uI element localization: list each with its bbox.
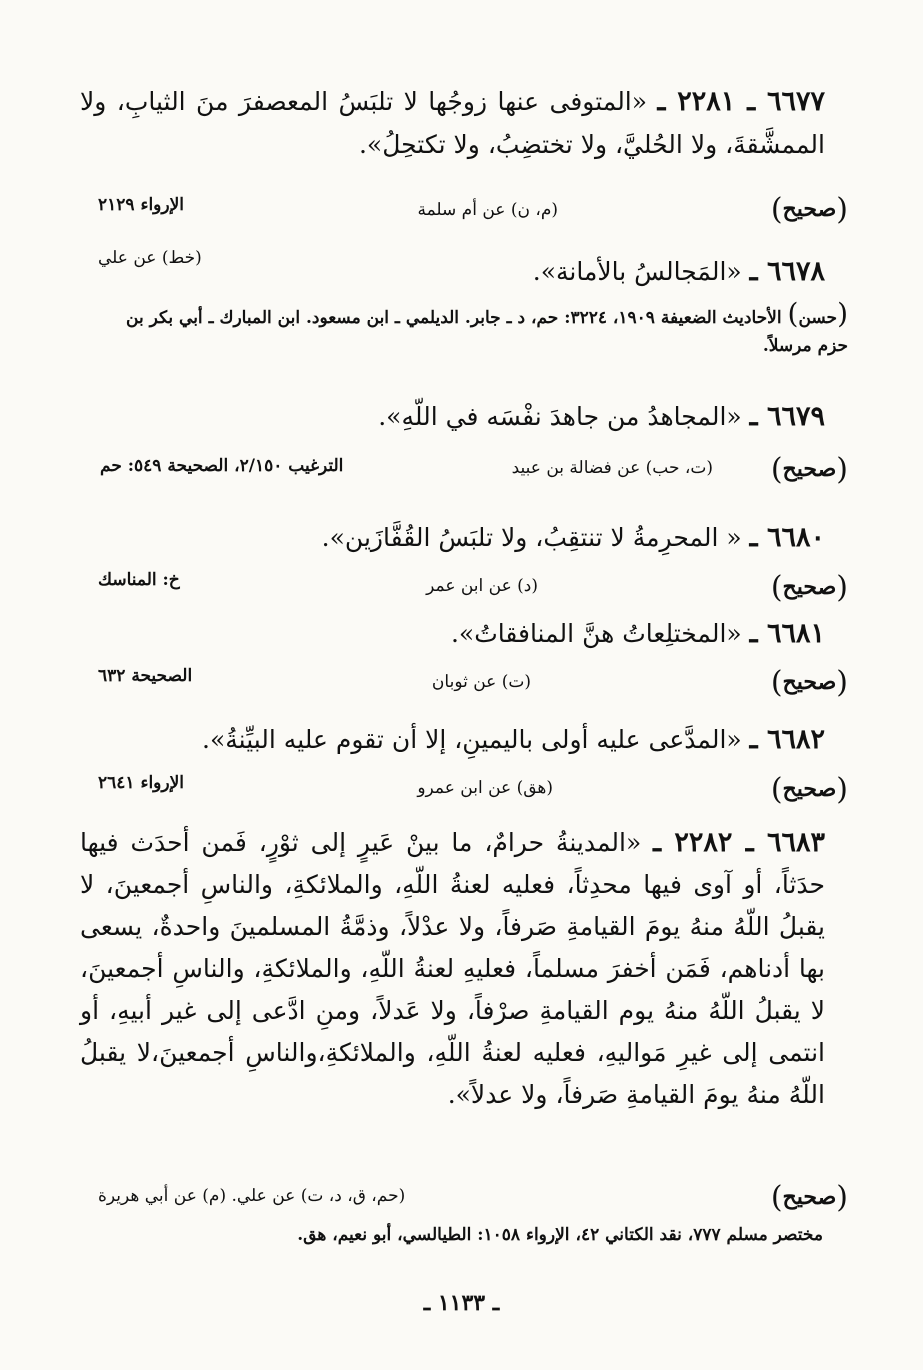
source-attribution: (حم، ق، د، ت) عن علي. (م) عن أبي هريرة <box>98 1186 406 1206</box>
hadith-body: «المتوفى عنها زوجُها لا تلبَسُ المعصفرَ منَ الثيابِ، ولا الممشَّقةَ، ولا الحُليَّ، ولا تختضِبُ، ولا تكتحِلُ». <box>80 87 825 159</box>
hadith-body: «المدَّعى عليه أولى باليمينِ، إلا أن تقوم عليه البيِّنةُ». <box>202 725 742 754</box>
hadith-body: «المَجالسُ بالأمانة». <box>532 257 742 286</box>
source-attribution: (د) عن ابن عمر <box>426 576 538 596</box>
grade-label: (صحيح) <box>770 452 848 487</box>
hadith-number: ٦٦٧٩ ـ <box>749 401 825 432</box>
source-attribution: (م، ن) عن أم سلمة <box>417 200 558 220</box>
hadith-number: ٦٦٨٠ ـ <box>749 522 825 553</box>
hadith-body: «المجاهدُ من جاهدَ نفْسَه في اللّهِ». <box>378 402 742 431</box>
hadith-number: ٦٦٨٢ ـ <box>749 724 825 755</box>
reference: الإرواء ٢١٢٩ <box>98 195 185 215</box>
grade-label: (صحيح) <box>770 665 848 700</box>
reference: الترغيب ٢/١٥٠، الصحيحة ٥٤٩: حم <box>100 456 344 476</box>
hadith-number: ٦٦٨٣ ـ ٢٢٨٢ ـ <box>653 827 825 858</box>
hadith-text-6683 <box>80 822 825 1116</box>
footnote-references: مختصر مسلم ٧٧٧، نقد الكتاني ٤٢، الإرواء ١٠٥٨: الطيالسي، أبو نعيم، هق. <box>297 1225 823 1245</box>
reference: خ: المناسك <box>98 570 180 590</box>
hadith-text-6682 <box>80 718 825 761</box>
hadith-number: ٦٦٧٧ ـ ٢٢٨١ ـ <box>657 86 825 117</box>
grade-label: (صحيح) <box>770 570 848 605</box>
source-attribution: (ت، حب) عن فضالة بن عبيد <box>511 458 713 478</box>
hadith-body: «المختلِعاتُ هنَّ المنافقاتُ». <box>450 619 742 648</box>
grade-label: حسن <box>798 308 838 328</box>
hadith-number: ٦٦٨١ ـ <box>749 618 825 649</box>
grade-label: (صحيح) <box>770 192 848 227</box>
hadith-number: ٦٦٧٨ ـ <box>749 256 825 287</box>
source-attribution: (هق) عن ابن عمرو <box>417 778 553 798</box>
reference-note: الأحاديث الضعيفة ١٩٠٩، ٣٢٢٤: حم، د ـ جابر. الديلمي ـ ابن مسعود. ابن المبارك ـ أبي بكر بن حزم مرسلاً. <box>126 308 848 356</box>
hadith-text-6680 <box>80 516 825 559</box>
hadith-body: « المحرِمةُ لا تنتقِبُ، ولا تلبَسُ القُفَّازَين». <box>321 523 742 552</box>
source-attribution: (ت) عن ثوبان <box>431 672 531 692</box>
hadith-text-6681 <box>80 612 825 655</box>
hadith-text-6677 <box>80 80 825 166</box>
grade-label: (صحيح) <box>770 1180 848 1215</box>
source-attribution: (خط) عن علي <box>98 248 202 268</box>
hadith-text-6679 <box>80 395 825 438</box>
hadith-body: «المدينةُ حرامٌ، ما بينْ عَيرٍ إلى ثوْرٍ، فَمن أحدَث فيها حدَثاً، أو آوى فيها محدِثاً، فعليه لعنةُ اللّهِ، والملائكةِ، والناسِ أجمعينَ، لا يقبلُ اللّهُ منهُ يومَ القيامةِ صَرفاً، ولا عدْلاً، وذمَّةُ المسلمينَ واحدةٌ، يسعى بها أدناهم، فَمَن أخفرَ مسلماً، فعليهِ لعنةُ اللّهِ، والملائكةِ، والناسِ أجمعينَ، لا يقبلُ اللّهُ منهُ يوم القيامةِ صرْفاً، ولا عَدلاً، ومنِ ادَّعى إلى غير أبيهِ، أو انتمى إلى غيرِ مَواليهِ، فعليه لعنةُ اللّهِ، والملائكةِ،والناسِ أجمعينَ،لا يقبلُ اللّهُ منهُ يومَ القيامةِ صَرفاً، ولا عدلاً». <box>80 828 825 1109</box>
page-number: ـ ١١٣٣ ـ <box>423 1290 500 1316</box>
grade-label: (صحيح) <box>770 772 848 807</box>
reference: الصحيحة ٦٣٢ <box>98 666 193 686</box>
grade-note: (حسن) الأحاديث الضعيفة ١٩٠٩، ٣٢٢٤: حم، د ـ جابر. الديلمي ـ ابن مسعود. ابن المبارك ـ أبي بكر بن حزم مرسلاً. <box>126 297 848 356</box>
reference: الإرواء ٢٦٤١ <box>98 773 185 793</box>
